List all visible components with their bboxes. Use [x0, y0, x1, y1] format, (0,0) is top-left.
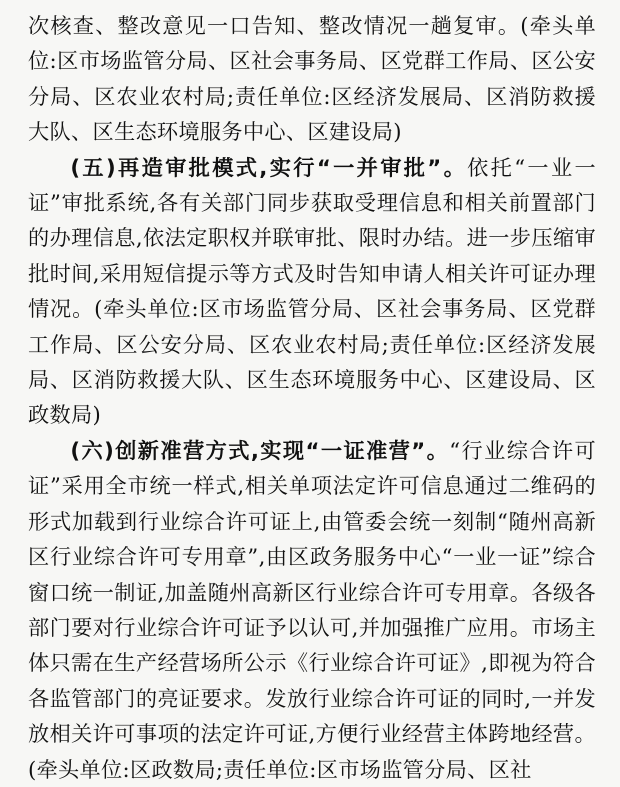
- paragraph-text: 次核查、整改意见一口告知、整改情况一趟复审。(牵头单位:区市场监管分局、区社会事务局、区党群工作局、区公安分局、区农业农村局;责任单位:区经济发展局、区消防救援大队、区生态环境服务中心、区建设局): [28, 13, 596, 145]
- paragraph-text: “行业综合许可证”采用全市统一样式,相关单项法定许可信息通过二维码的形式加载到行业综合许可证上,由管委会统一刻制“随州高新区行业综合许可专用章”,由区政务服务中心“一业一证”综合窗口统一制证,加盖随州高新区行业综合许可专用章。各级各部门要对行业综合许可证予以认可,并加强推广应用。市场主体只需在生产经营场所公示《行业综合许可证》,即视为符合各监管部门的亮证要求。发放行业综合许可证的同时,一并发放相关许可事项的法定许可证,方便行业经营主体跨地经营。(牵头单位:区政数局;责任单位:区市场监管分局、区社: [28, 437, 597, 782]
- paragraph-text: 依托“一业一证”审批系统,各有关部门同步获取受理信息和相关前置部门的办理信息,依法定职权并联审批、限时办结。进一步压缩审批时间,采用短信提示等方式及时告知申请人相关许可证办理情况。(牵头单位:区市场监管分局、区社会事务局、区党群工作局、区公安分局、区农业农村局;责任单位:区经济发展局、区消防救援大队、区生态环境服务中心、区建设局、区政数局): [28, 154, 596, 428]
- paragraph-section-5: [28, 150, 596, 433]
- section-heading: (六)创新准营方式,实现“一证准营”。: [70, 437, 450, 463]
- paragraph-continuation: [28, 8, 596, 150]
- section-heading: (五)再造审批模式,实行“一并审批”。: [70, 154, 468, 180]
- paragraph-section-6: [28, 433, 596, 787]
